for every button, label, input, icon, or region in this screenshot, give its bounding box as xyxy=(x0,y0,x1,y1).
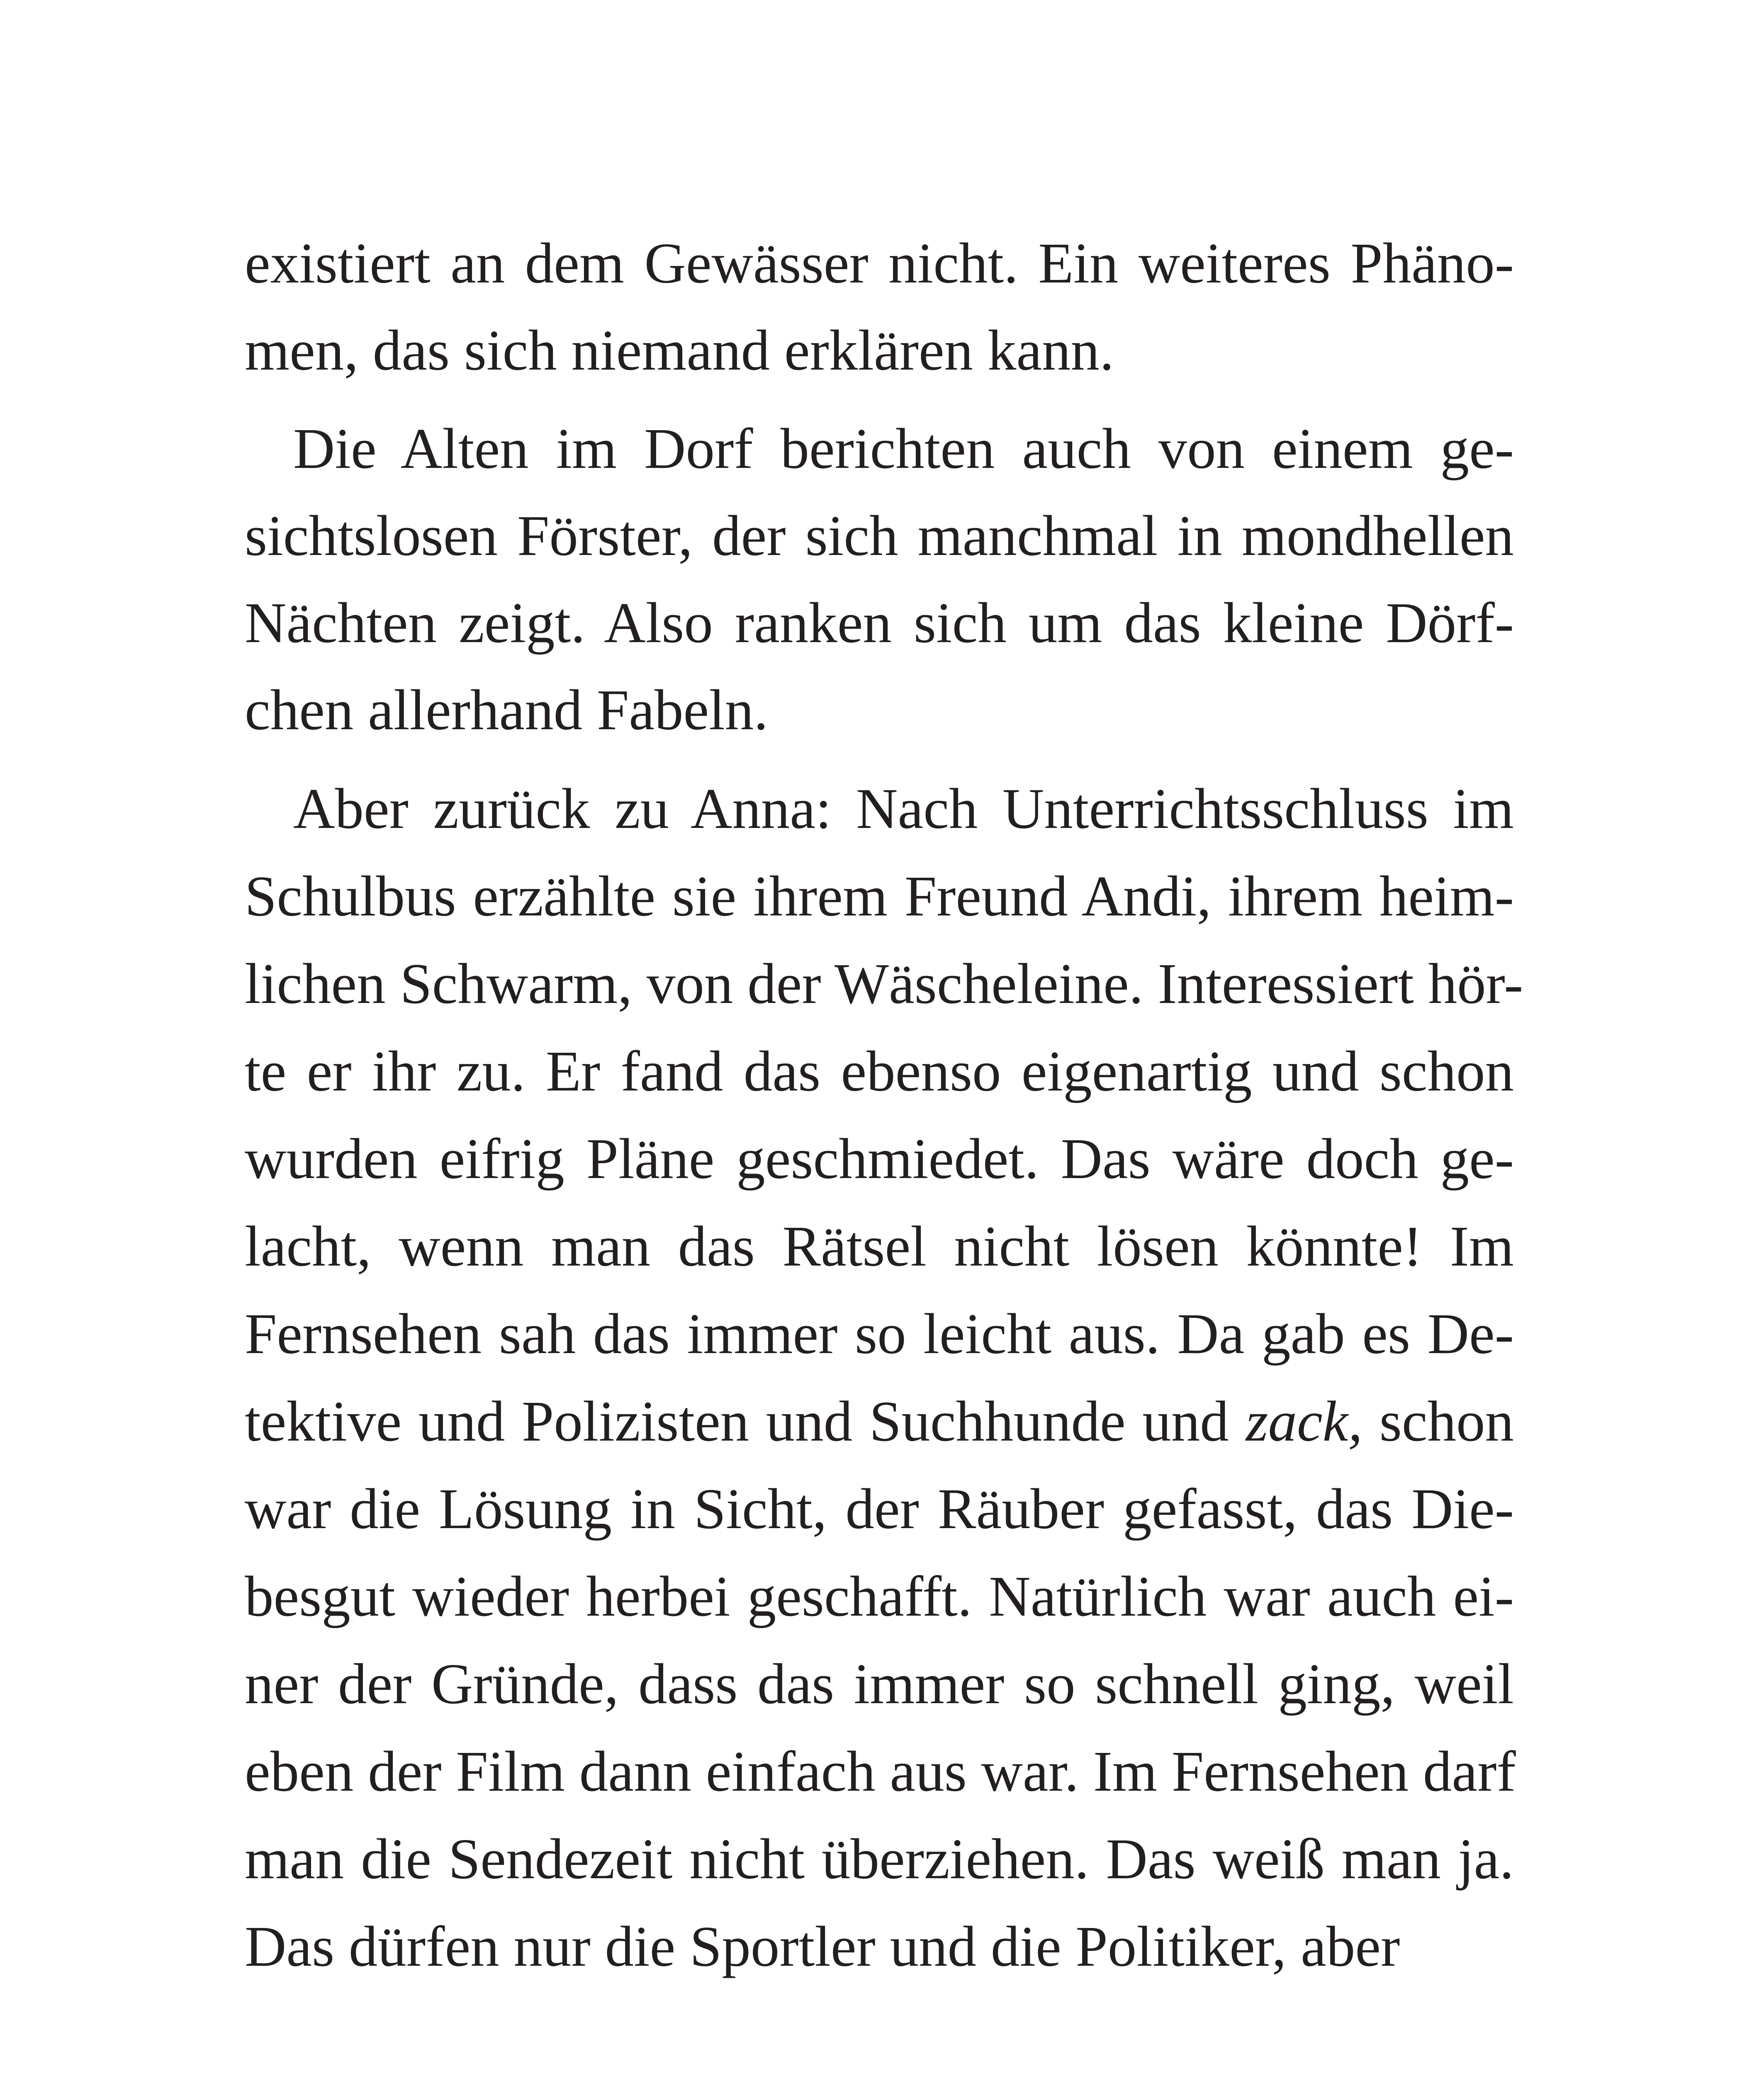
text-line: Fernsehen sah das immer so leicht aus. Da gab es De- xyxy=(245,1302,1514,1366)
text-line: Das dürfen nur die Sportler und die Politiker, aber xyxy=(245,1915,1400,1979)
text-segment: tektive und Polizisten und Suchhunde und xyxy=(245,1390,1246,1453)
text-line: Aber zurück zu Anna: Nach Unterrichtsschluss im xyxy=(293,777,1514,841)
text-segment: schon xyxy=(1363,1390,1514,1453)
text-line: man die Sendezeit nicht überziehen. Das weiß man ja. xyxy=(245,1827,1514,1891)
text-line: war die Lösung in Sicht, der Räuber gefasst, das Die- xyxy=(245,1477,1514,1541)
text-line: chen allerhand Fabeln. xyxy=(245,678,769,742)
text-line: besgut wieder herbei geschafft. Natürlich war auch ei- xyxy=(245,1565,1514,1629)
text-line: ner der Gründe, dass das immer so schnell ging, weil xyxy=(245,1652,1514,1716)
text-line: lichen Schwarm, von der Wäscheleine. Interessiert hör- xyxy=(245,952,1523,1016)
text-line: eben der Film dann einfach aus war. Im Fernsehen darf xyxy=(245,1740,1516,1804)
text-line: existiert an dem Gewässer nicht. Ein weiteres Phäno- xyxy=(245,231,1514,295)
text-line: Nächten zeigt. Also ranken sich um das kleine Dörf- xyxy=(245,591,1514,655)
text-line: wurden eifrig Pläne geschmiedet. Das wäre doch ge- xyxy=(245,1127,1514,1191)
text-line: te er ihr zu. Er fand das ebenso eigenartig und schon xyxy=(245,1039,1514,1103)
text-line: Die Alten im Dorf berichten auch von einem ge- xyxy=(293,417,1514,481)
text-line: Schulbus erzählte sie ihrem Freund Andi, ihrem heim- xyxy=(245,864,1514,928)
text-line xyxy=(245,1380,1514,1463)
text-line: sichtslosen Förster, der sich manchmal in mondhellen xyxy=(245,504,1514,568)
text-line: lacht, wenn man das Rätsel nicht lösen könnte! Im xyxy=(245,1215,1514,1278)
italic-word: zack, xyxy=(1246,1390,1363,1453)
text-line: men, das sich niemand erklären kann. xyxy=(245,319,1114,382)
